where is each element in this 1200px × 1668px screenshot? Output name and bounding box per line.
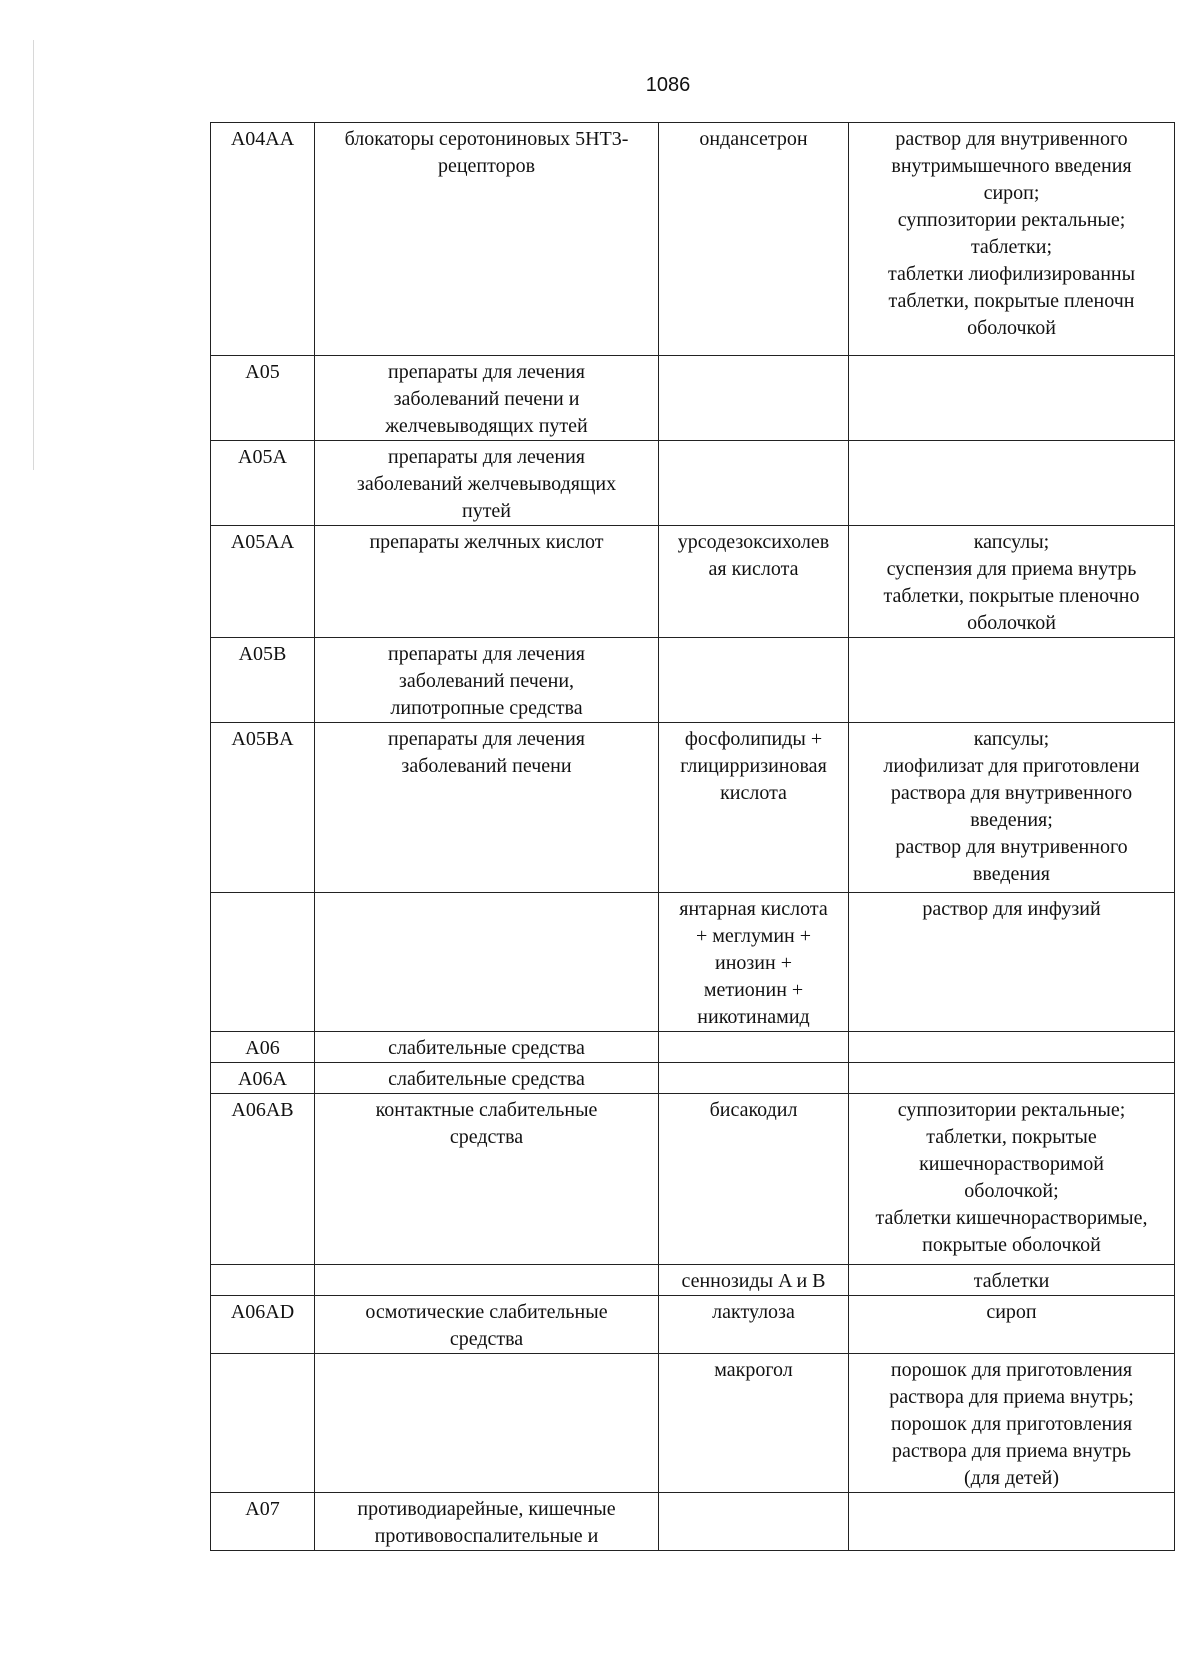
table-row: [211, 1063, 1175, 1094]
cell-group: слабительные средства: [315, 1063, 659, 1094]
cell-substance: ондансетрон: [659, 123, 849, 356]
table-row: [211, 1493, 1175, 1551]
page-number: 1086: [645, 74, 691, 96]
cell-forms: [849, 638, 1175, 723]
cell-forms: капсулы; лиофилизат для приготовлени раствора для внутривенного введения; раствор для внутривенного введения: [849, 723, 1175, 893]
cell-substance: макрогол: [659, 1354, 849, 1493]
cell-substance: урсодезоксихолев ая кислота: [659, 526, 849, 638]
cell-group: осмотические слабительные средства: [315, 1296, 659, 1354]
cell-group: препараты желчных кислот: [315, 526, 659, 638]
cell-group: препараты для лечения заболеваний желчевыводящих путей: [315, 441, 659, 526]
table-row: [211, 1296, 1175, 1354]
cell-group: препараты для лечения заболеваний печени и желчевыводящих путей: [315, 356, 659, 441]
cell-forms: [849, 1493, 1175, 1551]
cell-forms: суппозитории ректальные; таблетки, покрытые кишечнорастворимой оболочкой; таблетки кишечнорастворимые, покрытые оболочкой: [849, 1094, 1175, 1265]
cell-substance: фосфолипиды + глицирризиновая кислота: [659, 723, 849, 893]
cell-forms: [849, 356, 1175, 441]
cell-code: A06AD: [211, 1296, 315, 1354]
cell-substance: [659, 1493, 849, 1551]
cell-forms: порошок для приготовления раствора для приема внутрь; порошок для приготовления раствора для приема внутрь (для детей): [849, 1354, 1175, 1493]
cell-code: A05AA: [211, 526, 315, 638]
cell-code: A06: [211, 1032, 315, 1063]
cell-forms: раствор для внутривенного внутримышечного введения сироп; суппозитории ректальные; таблетки; таблетки лиофилизированны таблетки, покрытые пленочн оболочкой: [849, 123, 1175, 356]
table-row: [211, 441, 1175, 526]
cell-forms: сироп: [849, 1296, 1175, 1354]
table-row: [211, 356, 1175, 441]
cell-substance: лактулоза: [659, 1296, 849, 1354]
cell-code: A06A: [211, 1063, 315, 1094]
cell-group: противодиарейные, кишечные противовоспалительные и: [315, 1493, 659, 1551]
cell-code: A07: [211, 1493, 315, 1551]
cell-substance: сеннозиды A и B: [659, 1265, 849, 1296]
cell-forms: [849, 441, 1175, 526]
table-row: [211, 638, 1175, 723]
table-row: [211, 1032, 1175, 1063]
cell-group: блокаторы серотониновых 5HT3- рецепторов: [315, 123, 659, 356]
cell-forms: раствор для инфузий: [849, 893, 1175, 1032]
table-row: [211, 723, 1175, 893]
cell-code: [211, 1265, 315, 1296]
cell-code: A04AA: [211, 123, 315, 356]
cell-group: контактные слабительные средства: [315, 1094, 659, 1265]
cell-code: [211, 1354, 315, 1493]
cell-code: A06AB: [211, 1094, 315, 1265]
cell-group: препараты для лечения заболеваний печени, липотропные средства: [315, 638, 659, 723]
cell-substance: [659, 638, 849, 723]
cell-code: A05B: [211, 638, 315, 723]
cell-substance: янтарная кислота + меглумин + инозин + метионин + никотинамид: [659, 893, 849, 1032]
cell-group: [315, 1265, 659, 1296]
table-row: [211, 893, 1175, 1032]
cell-forms: [849, 1032, 1175, 1063]
cell-group: слабительные средства: [315, 1032, 659, 1063]
cell-group: [315, 1354, 659, 1493]
cell-substance: [659, 356, 849, 441]
cell-group: препараты для лечения заболеваний печени: [315, 723, 659, 893]
table-body: [211, 123, 1175, 1551]
cell-forms: капсулы; суспензия для приема внутрь таблетки, покрытые пленочно оболочкой: [849, 526, 1175, 638]
cell-code: [211, 893, 315, 1032]
cell-group: [315, 893, 659, 1032]
cell-code: A05BA: [211, 723, 315, 893]
table-row: [211, 526, 1175, 638]
cell-substance: [659, 441, 849, 526]
cell-forms: [849, 1063, 1175, 1094]
cell-substance: бисакодил: [659, 1094, 849, 1265]
cell-code: A05A: [211, 441, 315, 526]
table-row: [211, 1094, 1175, 1265]
cell-substance: [659, 1063, 849, 1094]
cell-substance: [659, 1032, 849, 1063]
cell-forms: таблетки: [849, 1265, 1175, 1296]
drug-classification-table: [210, 122, 1175, 1551]
cell-code: A05: [211, 356, 315, 441]
table-row: [211, 1354, 1175, 1493]
table-row: [211, 123, 1175, 356]
table-row: [211, 1265, 1175, 1296]
scan-margin-line: [33, 40, 34, 470]
